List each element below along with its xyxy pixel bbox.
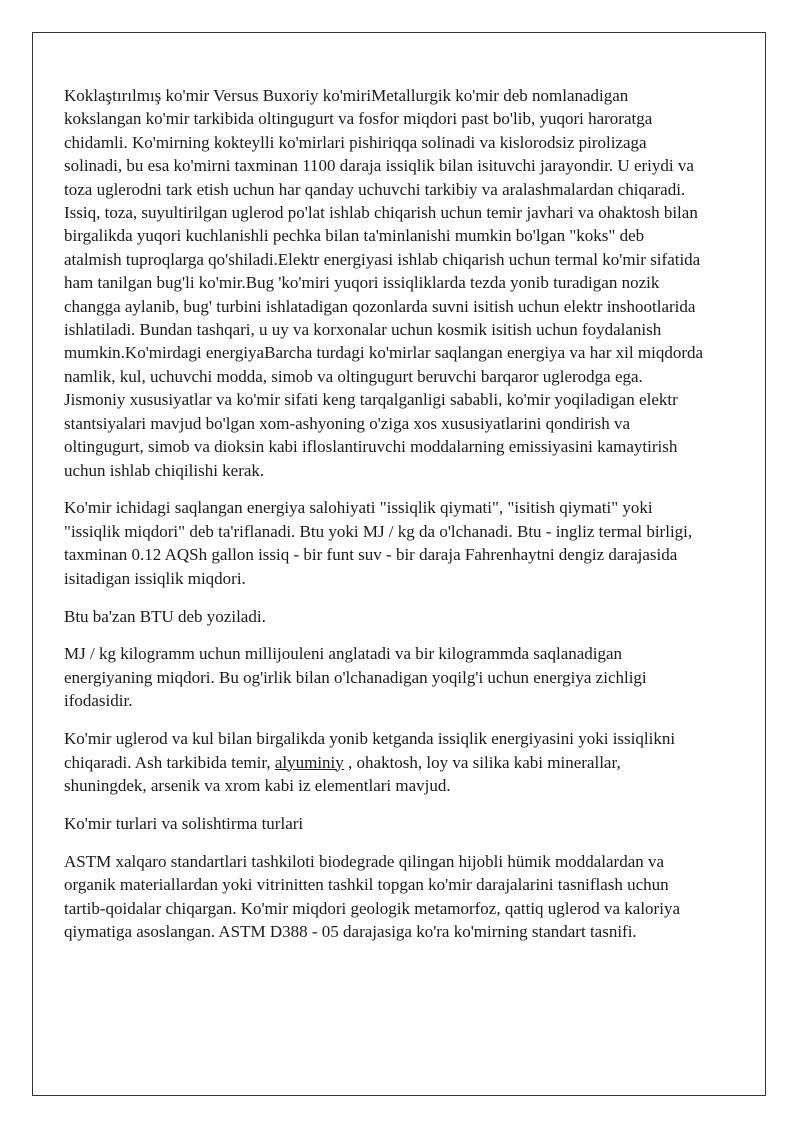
paragraph-mj-kg: MJ / kg kilogramm uchun millijouleni anglatadi va bir kilogrammda saqlanadigan energiyaning miqdori. Bu og'irlik bilan o'lchanadigan yoqilg'i uchun energiya zichligi ifodasidir. xyxy=(64,644,647,711)
paragraph-btu-note: Btu ba'zan BTU deb yoziladi. xyxy=(64,606,266,626)
paragraph-coking-coal: Koklaştırılmış ko'mir Versus Buxoriy ko'miriMetallurgik ko'mir deb nomlanadigan kokslangan ko'mir tarkibida oltingugurt va fosfor miqdori past bo'lib, yuqori haroratga chidamli. Ko'mirning kokteylli ko'mirlari pishiriqqa solinadi va kislorodsiz pirolizaga solinadi, bu esa ko'mirni taxminan 1100 daraja issiqlik bilan isituvchi jarayondir. U eriydi va toza uglerodni tark etish uchun har qanday uchuvchi tarkibiy va aralashmalardan chiqaradi. Issiq, toza, suyultirilgan uglerod po'lat ishlab chiqarish uchun temir javhari va ohaktosh bilan birgalikda yuqori kuchlanishli pechka bilan ta'minlanishi mumkin bo'lgan "koks" deb atalmish tuproqlarga qo'shiladi.Elektr energiyasi ishlab chiqarish uchun termal ko'mir sifatida ham tanilgan bug'li ko'mir.Bug 'ko'miri yuqori issiqliklarda tezda yonib turadigan nozik changga aylanib, bug' turbini ishlatadigan qozonlarda suvni isitish uchun elektr inshootlarida ishlatiladi. Bundan tashqari, u uy va korxonalar uchun kosmik isitish uchun foydalanish mumkin.Ko'mirdagi energiyaBarcha turdagi ko'mirlar saqlangan energiya va har xil miqdorda namlik, kul, uchuvchi modda, simob va oltingugurt beruvchi barqaror uglerodga ega. Jismoniy xususiyatlar va ko'mir sifati keng tarqalganligi sababli, ko'mir yoqiladigan elektr stantsiyalari mavjud bo'lgan xom-ashyoning o'ziga xos xususiyatlarini qondirish va oltingugurt, simob va dioksin kabi ifloslantiruvchi moddalarning emissiyasini kamaytirish uchun ishlab chiqilishi kerak. xyxy=(64,86,704,480)
section-heading-coal-types: Ko'mir turlari va solishtirma turlari xyxy=(64,813,304,833)
aluminium-link[interactable]: alyuminiy xyxy=(274,752,344,772)
ash-text-after: , ohaktosh, loy va silika kabi minerallar, shuningdek, arsenik va xrom kabi iz elementlari mavjud. xyxy=(64,752,621,795)
paragraph-ash-content xyxy=(64,727,704,797)
ash-text-before: Ko'mir uglerod va kul bilan birgalikda yonib ketganda issiqlik energiyasini yoki issiqlikni chiqaradi. Ash tarkibida temir, xyxy=(64,729,676,772)
document-body xyxy=(64,84,704,958)
paragraph-astm: ASTM xalqaro standartlari tashkiloti biodegrade qilingan hijobli hümik moddalardan va organik materiallardan yoki vitrinitten tashkil topgan ko'mir darajalarini tasniflash uchun tartib-qoidalar chiqargan. Ko'mir miqdori geologik metamorfoz, qattiq uglerod va kaloriya qiymatiga asoslangan. ASTM D388 - 05 darajasiga ko'ra ko'mirning standart tasnifi. xyxy=(64,851,680,941)
paragraph-heating-value: Ko'mir ichidagi saqlangan energiya salohiyati "issiqlik qiymati", "isitish qiymati" yoki "issiqlik miqdori" deb ta'riflanadi. Btu yoki MJ / kg da o'lchanadi. Btu - ingliz termal birligi, taxminan 0.12 AQSh gallon issiq - bir funt suv - bir daraja Fahrenhaytni dengiz darajasida isitadigan issiqlik miqdori. xyxy=(64,498,693,588)
